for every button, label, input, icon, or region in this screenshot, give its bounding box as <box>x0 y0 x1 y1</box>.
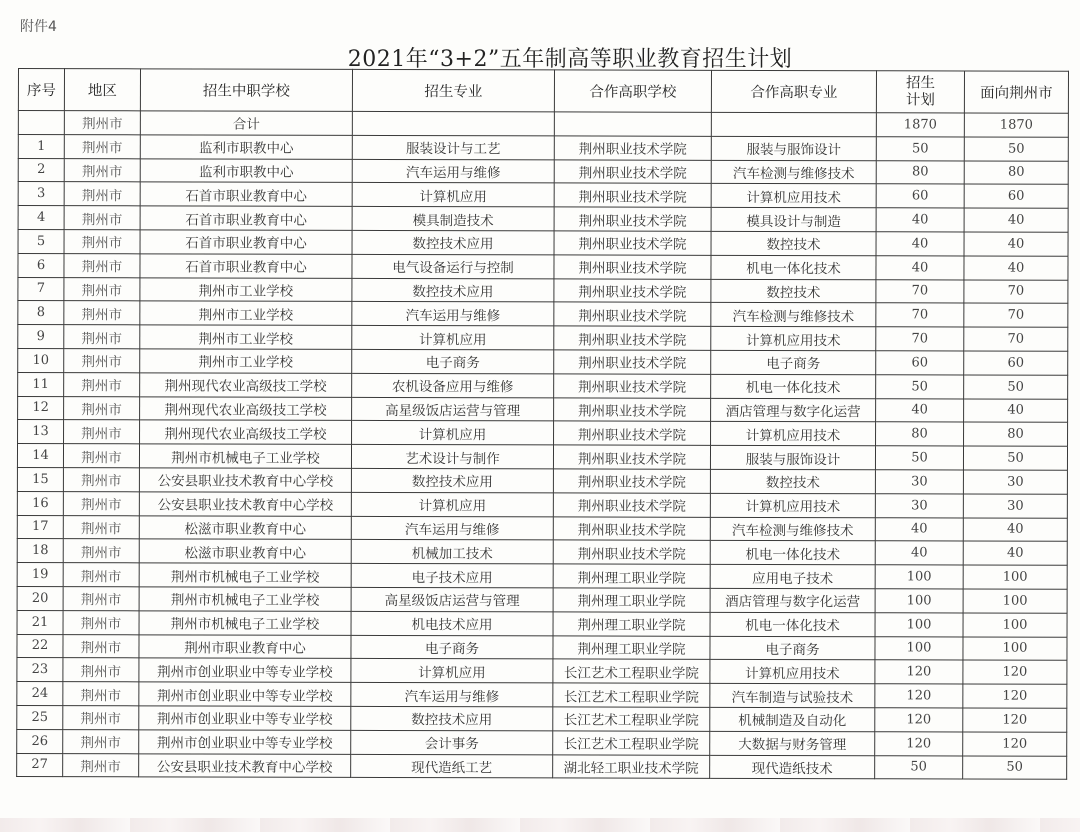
cell-secondary-school: 荆州市工业学校 <box>140 325 352 349</box>
cell-seq: 6 <box>18 253 64 277</box>
total-local-quota: 1870 <box>964 113 1068 137</box>
cell-partner-college: 荆州理工职业学院 <box>553 612 710 636</box>
cell-plan: 50 <box>876 375 964 399</box>
cell-plan: 100 <box>875 589 963 613</box>
cell-region: 荆州市 <box>63 729 139 753</box>
enrollment-plan-table <box>16 68 1069 780</box>
cell-secondary-major: 计算机应用 <box>351 659 553 683</box>
cell-secondary-school: 公安县职业技术教育中心学校 <box>139 492 351 516</box>
cell-local-quota: 70 <box>964 280 1068 304</box>
cell-region: 荆州市 <box>63 515 139 539</box>
cell-secondary-school: 公安县职业技术教育中心学校 <box>139 753 351 777</box>
total-seq <box>18 111 64 135</box>
cell-secondary-school: 松滋市职业教育中心 <box>139 539 351 563</box>
cell-partner-major: 数控技术 <box>711 231 876 255</box>
cell-plan: 50 <box>875 755 963 779</box>
cell-local-quota: 30 <box>963 494 1067 518</box>
cell-region: 荆州市 <box>63 706 139 730</box>
header-seq: 序号 <box>18 69 64 111</box>
cell-partner-major: 模具设计与制造 <box>711 208 876 232</box>
cell-partner-major: 数控技术 <box>710 469 875 493</box>
header-plan <box>876 71 964 113</box>
cell-partner-college: 荆州职业技术学院 <box>553 540 710 564</box>
cell-region: 荆州市 <box>64 372 140 396</box>
cell-partner-college: 长江艺术工程职业学院 <box>553 659 710 683</box>
cell-region: 荆州市 <box>63 491 139 515</box>
cell-plan: 40 <box>876 256 964 280</box>
cell-partner-major: 服装与服饰设计 <box>711 136 876 160</box>
scan-edge-artifact <box>0 818 1080 832</box>
cell-region: 荆州市 <box>64 420 140 444</box>
cell-local-quota: 120 <box>963 660 1067 684</box>
cell-plan: 40 <box>875 517 963 541</box>
cell-partner-major: 现代造纸技术 <box>710 755 875 779</box>
cell-region: 荆州市 <box>64 349 140 373</box>
cell-seq: 14 <box>17 444 63 468</box>
cell-local-quota: 70 <box>964 327 1068 351</box>
cell-partner-major: 计算机应用技术 <box>711 422 876 446</box>
header-secondary-school: 招生中职学校 <box>140 69 352 112</box>
table-row <box>18 158 1068 185</box>
cell-partner-major: 机械制造及自动化 <box>710 707 875 731</box>
cell-partner-college: 荆州职业技术学院 <box>554 421 711 445</box>
cell-partner-major: 计算机应用技术 <box>710 660 875 684</box>
cell-secondary-major: 计算机应用 <box>352 421 554 445</box>
cell-partner-college: 荆州理工职业学院 <box>553 635 710 659</box>
cell-secondary-school: 监利市职教中心 <box>140 135 352 159</box>
cell-partner-major: 机电一体化技术 <box>710 541 875 565</box>
cell-partner-college: 荆州理工职业学院 <box>553 588 710 612</box>
cell-secondary-school: 石首市职业教育中心 <box>140 182 352 206</box>
cell-secondary-major: 汽车运用与维修 <box>351 682 553 706</box>
cell-local-quota: 70 <box>964 303 1068 327</box>
total-region: 荆州市 <box>64 111 140 135</box>
cell-plan: 100 <box>875 612 963 636</box>
cell-partner-college: 长江艺术工程职业学院 <box>553 683 710 707</box>
cell-plan: 30 <box>875 470 963 494</box>
cell-secondary-school: 荆州市机械电子工业学校 <box>139 563 351 587</box>
cell-seq: 13 <box>18 420 64 444</box>
cell-region: 荆州市 <box>64 277 140 301</box>
header-plan-line2: 计划 <box>905 91 935 108</box>
cell-partner-major: 电子商务 <box>711 350 876 374</box>
cell-partner-major: 数控技术 <box>711 279 876 303</box>
cell-partner-college: 荆州职业技术学院 <box>554 231 711 255</box>
cell-plan: 70 <box>876 327 964 351</box>
cell-partner-major: 酒店管理与数字化运营 <box>710 588 875 612</box>
cell-region: 荆州市 <box>64 253 140 277</box>
table-row <box>18 206 1068 233</box>
cell-secondary-major: 高星级饭店运营与管理 <box>351 587 553 611</box>
cell-partner-major: 机电一体化技术 <box>710 612 875 636</box>
cell-partner-major: 机电一体化技术 <box>711 374 876 398</box>
cell-seq: 24 <box>17 682 63 706</box>
table-row <box>17 753 1067 780</box>
cell-seq: 20 <box>17 586 63 610</box>
cell-secondary-school: 荆州现代农业高级技工学校 <box>140 373 352 397</box>
cell-partner-major: 服装与服饰设计 <box>710 445 875 469</box>
cell-region: 荆州市 <box>63 444 139 468</box>
cell-region: 荆州市 <box>64 134 140 158</box>
cell-local-quota: 50 <box>964 137 1068 161</box>
table-row <box>17 563 1067 590</box>
cell-plan: 80 <box>876 422 964 446</box>
cell-partner-major: 计算机应用技术 <box>710 493 875 517</box>
cell-partner-college: 荆州职业技术学院 <box>553 445 710 469</box>
table-row <box>17 705 1067 732</box>
cell-region: 荆州市 <box>63 658 139 682</box>
cell-secondary-major: 数控技术应用 <box>351 706 553 730</box>
cell-partner-college: 荆州理工职业学院 <box>553 564 710 588</box>
cell-local-quota: 40 <box>963 541 1067 565</box>
cell-plan: 60 <box>876 351 964 375</box>
cell-plan: 70 <box>876 303 964 327</box>
cell-secondary-school: 荆州市机械电子工业学校 <box>139 587 351 611</box>
cell-secondary-school: 荆州市工业学校 <box>140 277 352 301</box>
cell-seq: 26 <box>17 729 63 753</box>
cell-secondary-school: 监利市职教中心 <box>140 158 352 182</box>
cell-partner-college: 荆州职业技术学院 <box>553 516 710 540</box>
cell-seq: 7 <box>18 277 64 301</box>
cell-plan: 80 <box>876 160 964 184</box>
total-secondary-major <box>352 111 554 135</box>
cell-seq: 16 <box>17 491 63 515</box>
table-row <box>18 348 1068 375</box>
cell-seq: 19 <box>17 563 63 587</box>
cell-region: 荆州市 <box>63 468 139 492</box>
cell-secondary-school: 公安县职业技术教育中心学校 <box>139 468 351 492</box>
cell-local-quota: 50 <box>964 375 1068 399</box>
cell-plan: 70 <box>876 279 964 303</box>
cell-local-quota: 100 <box>963 589 1067 613</box>
cell-secondary-major: 机电技术应用 <box>351 611 553 635</box>
cell-seq: 8 <box>18 301 64 325</box>
cell-plan: 120 <box>875 708 963 732</box>
table-row <box>18 182 1068 209</box>
cell-plan: 100 <box>875 565 963 589</box>
cell-plan: 100 <box>875 636 963 660</box>
cell-partner-college: 荆州职业技术学院 <box>554 326 711 350</box>
cell-secondary-major: 计算机应用 <box>352 326 554 350</box>
cell-plan: 40 <box>876 232 964 256</box>
cell-partner-college: 荆州职业技术学院 <box>554 374 711 398</box>
cell-region: 荆州市 <box>63 610 139 634</box>
header-partner-major: 合作高职专业 <box>711 70 876 112</box>
table-row <box>17 586 1067 613</box>
cell-partner-college: 荆州职业技术学院 <box>554 278 711 302</box>
cell-local-quota: 40 <box>964 232 1068 256</box>
cell-region: 荆州市 <box>64 230 140 254</box>
cell-partner-major: 应用电子技术 <box>710 564 875 588</box>
cell-secondary-major: 服装设计与工艺 <box>352 135 554 159</box>
cell-seq: 9 <box>18 325 64 349</box>
cell-partner-college: 荆州职业技术学院 <box>554 350 711 374</box>
cell-seq: 12 <box>18 396 64 420</box>
cell-secondary-major: 数控技术应用 <box>352 278 554 302</box>
header-row <box>18 69 1068 114</box>
cell-seq: 4 <box>18 206 64 230</box>
cell-partner-college: 荆州职业技术学院 <box>554 302 711 326</box>
cell-local-quota: 50 <box>963 755 1067 779</box>
cell-secondary-school: 石首市职业教育中心 <box>140 230 352 254</box>
cell-local-quota: 40 <box>963 518 1067 542</box>
cell-seq: 25 <box>17 705 63 729</box>
cell-region: 荆州市 <box>63 587 139 611</box>
cell-seq: 5 <box>18 229 64 253</box>
cell-secondary-major: 电子商务 <box>352 349 554 373</box>
cell-seq: 1 <box>18 134 64 158</box>
cell-secondary-major: 艺术设计与制作 <box>351 445 553 469</box>
cell-partner-major: 大数据与财务管理 <box>710 731 875 755</box>
cell-partner-college: 荆州职业技术学院 <box>554 207 711 231</box>
table-row <box>17 610 1067 637</box>
cell-plan: 60 <box>876 184 964 208</box>
header-local-quota: 面向荆州市 <box>964 71 1068 113</box>
cell-partner-college: 长江艺术工程职业学院 <box>553 707 710 731</box>
cell-local-quota: 40 <box>964 256 1068 280</box>
cell-local-quota: 40 <box>964 208 1068 232</box>
cell-secondary-major: 数控技术应用 <box>352 230 554 254</box>
cell-partner-college: 荆州职业技术学院 <box>554 159 711 183</box>
cell-seq: 10 <box>18 348 64 372</box>
table-row <box>18 301 1068 328</box>
cell-partner-major: 汽车检测与维修技术 <box>711 160 876 184</box>
table-row <box>17 682 1067 709</box>
cell-secondary-major: 汽车运用与维修 <box>352 302 554 326</box>
cell-secondary-school: 石首市职业教育中心 <box>140 206 352 230</box>
total-plan: 1870 <box>876 113 964 137</box>
cell-secondary-major: 农机设备应用与维修 <box>352 373 554 397</box>
table-row <box>17 634 1067 661</box>
cell-seq: 11 <box>18 372 64 396</box>
cell-secondary-school: 荆州市工业学校 <box>140 349 352 373</box>
cell-local-quota: 100 <box>963 613 1067 637</box>
cell-local-quota: 100 <box>963 637 1067 661</box>
cell-plan: 40 <box>875 541 963 565</box>
cell-secondary-major: 计算机应用 <box>352 183 554 207</box>
cell-region: 荆州市 <box>64 325 140 349</box>
cell-region: 荆州市 <box>64 158 140 182</box>
cell-secondary-school: 荆州市机械电子工业学校 <box>139 611 351 635</box>
cell-plan: 120 <box>875 731 963 755</box>
cell-local-quota: 30 <box>963 470 1067 494</box>
cell-seq: 22 <box>17 634 63 658</box>
cell-seq: 3 <box>18 182 64 206</box>
table-row <box>17 658 1067 685</box>
table-row <box>18 253 1068 280</box>
table-row <box>18 396 1068 423</box>
cell-local-quota: 80 <box>964 161 1068 185</box>
cell-partner-major: 汽车检测与维修技术 <box>710 517 875 541</box>
cell-region: 荆州市 <box>64 396 140 420</box>
cell-secondary-major: 机械加工技术 <box>351 540 553 564</box>
cell-plan: 40 <box>876 208 964 232</box>
cell-partner-college: 荆州职业技术学院 <box>553 493 710 517</box>
cell-partner-college: 荆州职业技术学院 <box>554 397 711 421</box>
cell-region: 荆州市 <box>64 182 140 206</box>
cell-seq: 18 <box>17 539 63 563</box>
cell-region: 荆州市 <box>63 563 139 587</box>
cell-seq: 17 <box>17 515 63 539</box>
cell-partner-major: 电子商务 <box>710 636 875 660</box>
header-region: 地区 <box>64 69 140 111</box>
cell-secondary-major: 汽车运用与维修 <box>351 516 553 540</box>
cell-plan: 30 <box>875 493 963 517</box>
table-row <box>18 229 1068 256</box>
cell-plan: 120 <box>875 684 963 708</box>
cell-secondary-school: 荆州现代农业高级技工学校 <box>140 396 352 420</box>
cell-seq: 27 <box>17 753 63 777</box>
cell-local-quota: 100 <box>963 565 1067 589</box>
total-label: 合计 <box>140 111 352 135</box>
cell-secondary-school: 石首市职业教育中心 <box>140 254 352 278</box>
cell-local-quota: 120 <box>963 732 1067 756</box>
cell-secondary-major: 汽车运用与维修 <box>352 159 554 183</box>
cell-secondary-major: 计算机应用 <box>351 492 553 516</box>
cell-secondary-major: 电气设备运行与控制 <box>352 254 554 278</box>
header-secondary-major: 招生专业 <box>352 69 554 112</box>
cell-partner-major: 机电一体化技术 <box>711 255 876 279</box>
cell-region: 荆州市 <box>63 682 139 706</box>
cell-plan: 50 <box>875 446 963 470</box>
header-plan-line1: 招生 <box>905 74 935 91</box>
cell-local-quota: 120 <box>963 684 1067 708</box>
total-partner-college <box>554 112 711 136</box>
cell-local-quota: 50 <box>963 446 1067 470</box>
cell-secondary-school: 荆州市创业职业中等专业学校 <box>139 682 351 706</box>
cell-plan: 40 <box>876 398 964 422</box>
cell-partner-major: 计算机应用技术 <box>711 326 876 350</box>
table-row <box>17 467 1067 494</box>
cell-partner-college: 荆州职业技术学院 <box>554 183 711 207</box>
cell-secondary-major: 模具制造技术 <box>352 207 554 231</box>
cell-secondary-school: 荆州市工业学校 <box>140 301 352 325</box>
cell-partner-major: 汽车检测与维修技术 <box>711 303 876 327</box>
cell-local-quota: 80 <box>964 422 1068 446</box>
cell-partner-college: 荆州职业技术学院 <box>554 136 711 160</box>
cell-secondary-school: 荆州市创业职业中等专业学校 <box>139 658 351 682</box>
total-partner-major <box>711 112 876 136</box>
cell-local-quota: 40 <box>964 399 1068 423</box>
attachment-label: 附件4 <box>20 19 57 35</box>
cell-secondary-school: 荆州市创业职业中等专业学校 <box>139 730 351 754</box>
table-row <box>18 134 1068 161</box>
cell-secondary-school: 荆州市创业职业中等专业学校 <box>139 706 351 730</box>
cell-partner-major: 计算机应用技术 <box>711 184 876 208</box>
cell-partner-major: 汽车制造与试验技术 <box>710 683 875 707</box>
cell-seq: 15 <box>17 467 63 491</box>
document-title: 2021年“3+2”五年制高等职业教育招生计划 <box>347 47 793 72</box>
table-row <box>17 729 1067 756</box>
cell-secondary-school: 荆州市职业教育中心 <box>139 634 351 658</box>
cell-region: 荆州市 <box>63 539 139 563</box>
cell-secondary-school: 荆州现代农业高级技工学校 <box>140 420 352 444</box>
cell-secondary-major: 现代造纸工艺 <box>351 754 553 778</box>
cell-secondary-school: 荆州市机械电子工业学校 <box>139 444 351 468</box>
table-row <box>17 491 1067 518</box>
cell-local-quota: 60 <box>964 184 1068 208</box>
cell-partner-college: 湖北轻工职业技术学院 <box>553 754 710 778</box>
cell-region: 荆州市 <box>63 753 139 777</box>
total-row <box>18 111 1068 138</box>
cell-plan: 120 <box>875 660 963 684</box>
cell-plan: 50 <box>876 137 964 161</box>
cell-partner-college: 长江艺术工程职业学院 <box>553 731 710 755</box>
table-row <box>18 420 1068 447</box>
cell-secondary-major: 会计事务 <box>351 730 553 754</box>
table-row <box>18 325 1068 352</box>
cell-region: 荆州市 <box>64 206 140 230</box>
cell-secondary-major: 数控技术应用 <box>351 468 553 492</box>
cell-partner-college: 荆州职业技术学院 <box>553 469 710 493</box>
cell-secondary-major: 电子技术应用 <box>351 564 553 588</box>
header-partner-college: 合作高职学校 <box>554 70 711 112</box>
table-row <box>17 539 1067 566</box>
cell-local-quota: 120 <box>963 708 1067 732</box>
table-row <box>17 444 1067 471</box>
cell-seq: 21 <box>17 610 63 634</box>
cell-secondary-major: 高星级饭店运营与管理 <box>352 397 554 421</box>
cell-secondary-major: 电子商务 <box>351 635 553 659</box>
cell-partner-college: 荆州职业技术学院 <box>554 255 711 279</box>
cell-local-quota: 60 <box>964 351 1068 375</box>
cell-secondary-school: 松滋市职业教育中心 <box>139 515 351 539</box>
cell-region: 荆州市 <box>64 301 140 325</box>
table-row <box>17 515 1067 542</box>
table-row <box>18 277 1068 304</box>
table-row <box>18 372 1068 399</box>
cell-seq: 23 <box>17 658 63 682</box>
cell-partner-major: 酒店管理与数字化运营 <box>711 398 876 422</box>
cell-seq: 2 <box>18 158 64 182</box>
cell-region: 荆州市 <box>63 634 139 658</box>
